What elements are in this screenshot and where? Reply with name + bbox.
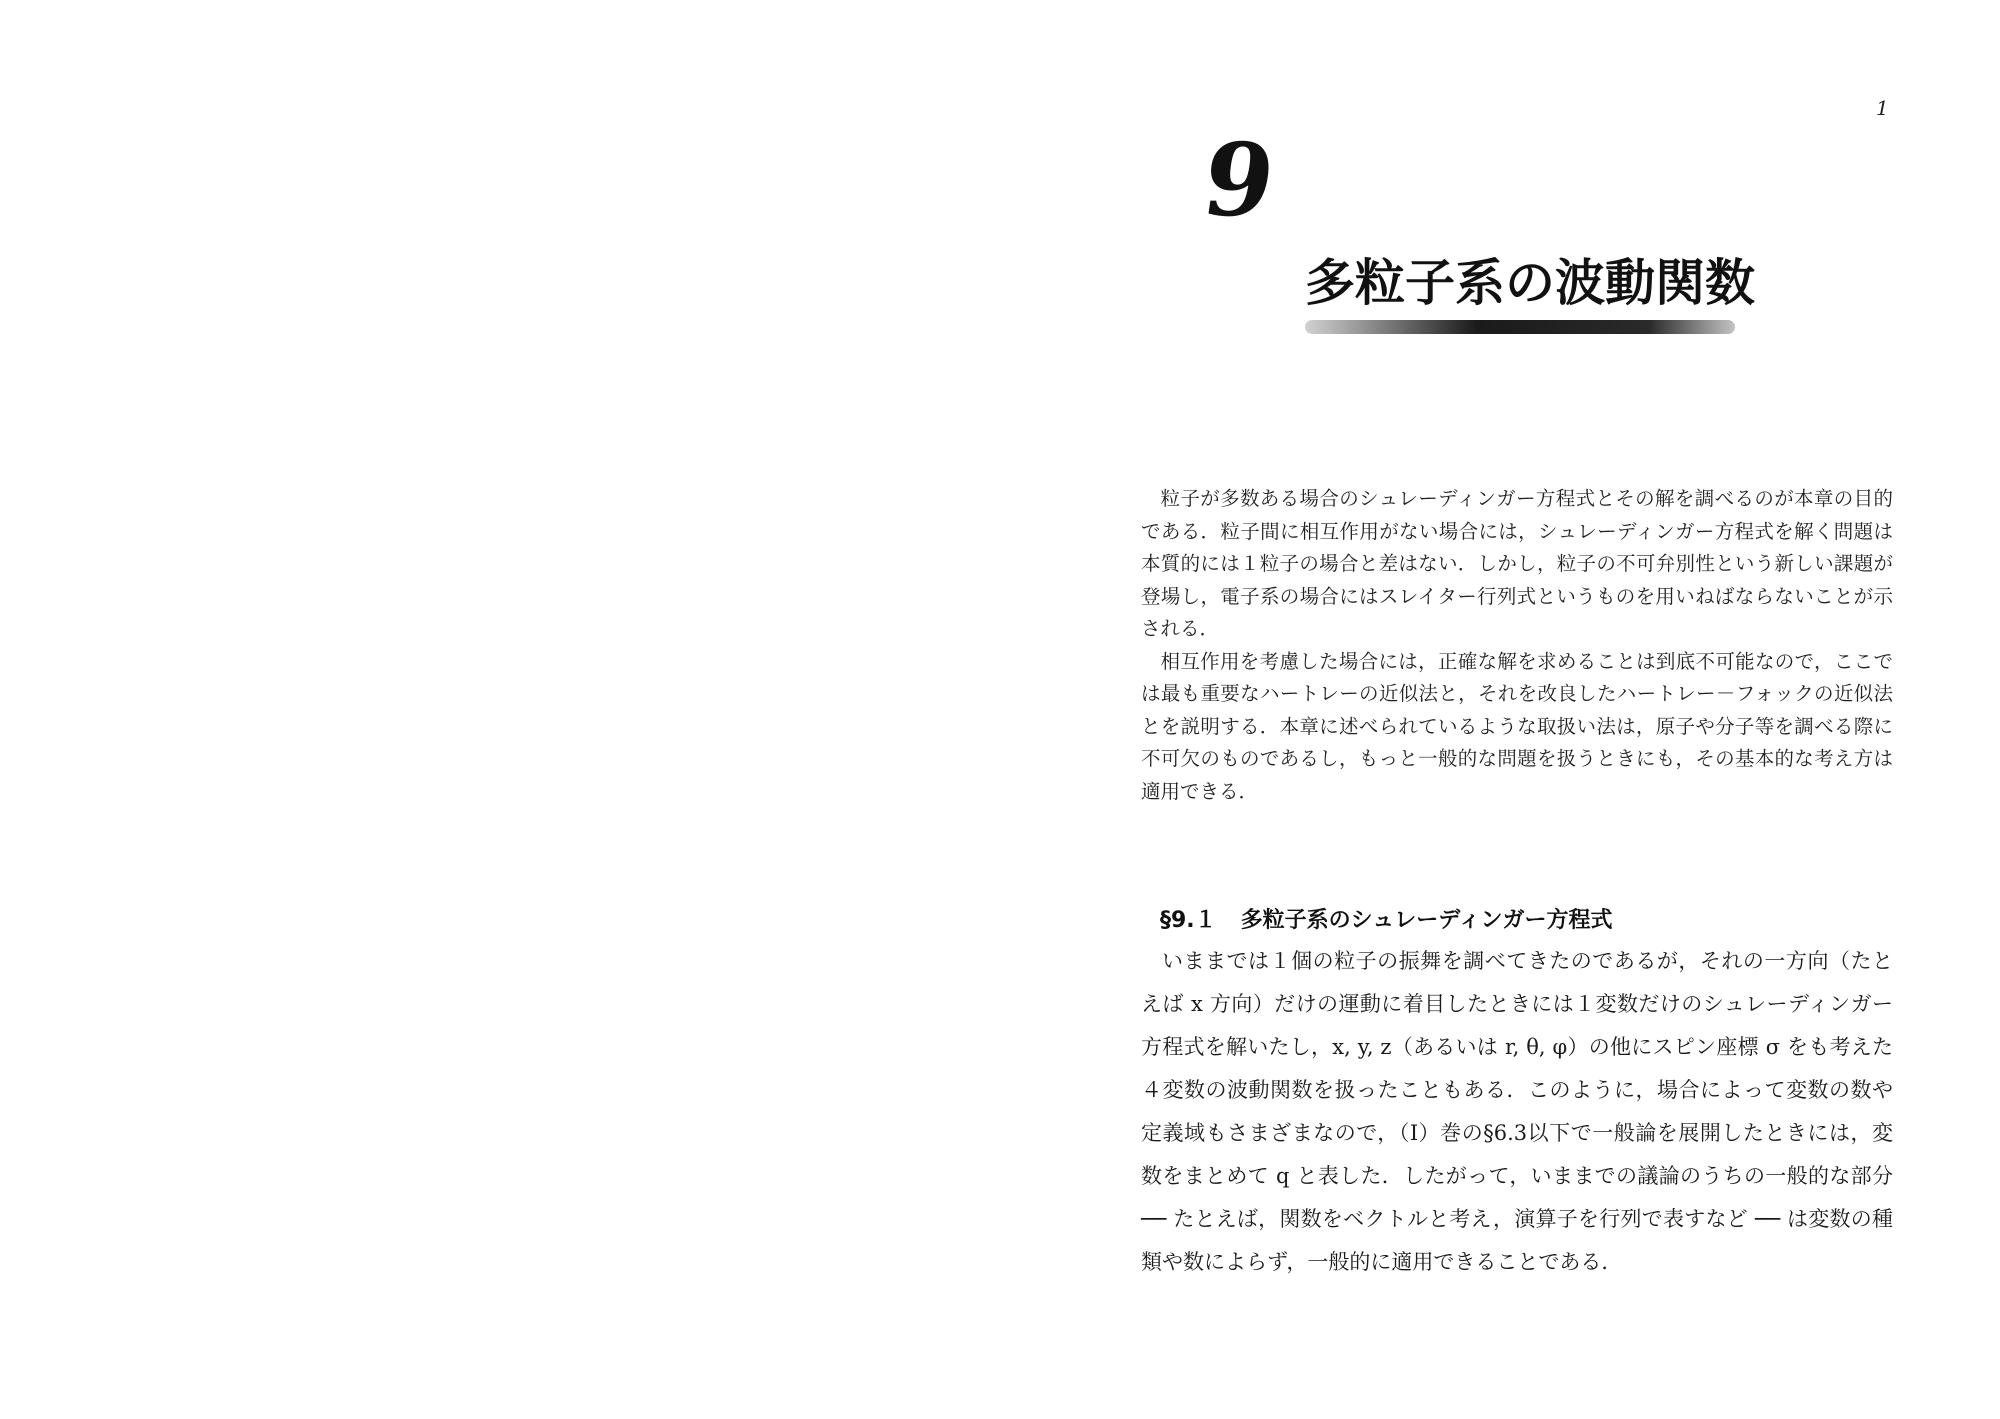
intro-paragraph: 粒子が多数ある場合のシュレーディンガー方程式とその解を調べるのが本章の目的である．粒子間に相互作用がない場合には，シュレーディンガー方程式を解く問題は本質的には１粒子の場合と差はない．しかし，粒子の不可弁別性という新しい課題が登場し，電子系の場合にはスレイター行列式というものを用いねばならないことが示される． xyxy=(1141,487,1893,640)
title-underline-bar xyxy=(1305,320,1735,334)
intro-paragraph: 相互作用を考慮した場合には，正確な解を求めることは到底不可能なので，ここでは最も重要なハートレーの近似法と，それを改良したハートレー－フォックの近似法とを説明する．本章に述べられているような取扱い法は，原子や分子等を調べる際に不可欠のものであるし，もっと一般的な問題を扱うときにも，その基本的な考え方は適用できる． xyxy=(1141,649,1893,803)
chapter-introduction xyxy=(1141,483,1893,808)
section-body xyxy=(1141,940,1893,1284)
page-number: 1 xyxy=(1876,96,1889,120)
chapter-number: 9 xyxy=(1195,121,1282,239)
chapter-title: 多粒子系の波動関数 xyxy=(1305,253,1755,312)
section-heading xyxy=(1160,903,1612,934)
section-title: 多粒子系のシュレーディンガー方程式 xyxy=(1240,908,1613,933)
body-paragraph: いままでは１個の粒子の振舞を調べてきたのであるが，それの一方向（たとえば x 方向）だけの運動に着目したときには１変数だけのシュレーディンガー方程式を解いたし，x, y, z（あるいは r, θ, φ）の他にスピン座標 σ をも考えた４変数の波動関数を扱ったこともある．このように，場合によって変数の数や定義域もさまざまなので，（Ⅰ）巻の§6.3以下で一般論を展開したときには，変数をまとめて q と表した．したがって，いままでの議論のうちの一般的な部分 ── たとえば，関数をベクトルと考え，演算子を行列で表すなど ── は変数の種類や数によらず，一般的に適用できることである． xyxy=(1141,949,1893,1274)
section-number: §9.１ xyxy=(1160,908,1217,933)
